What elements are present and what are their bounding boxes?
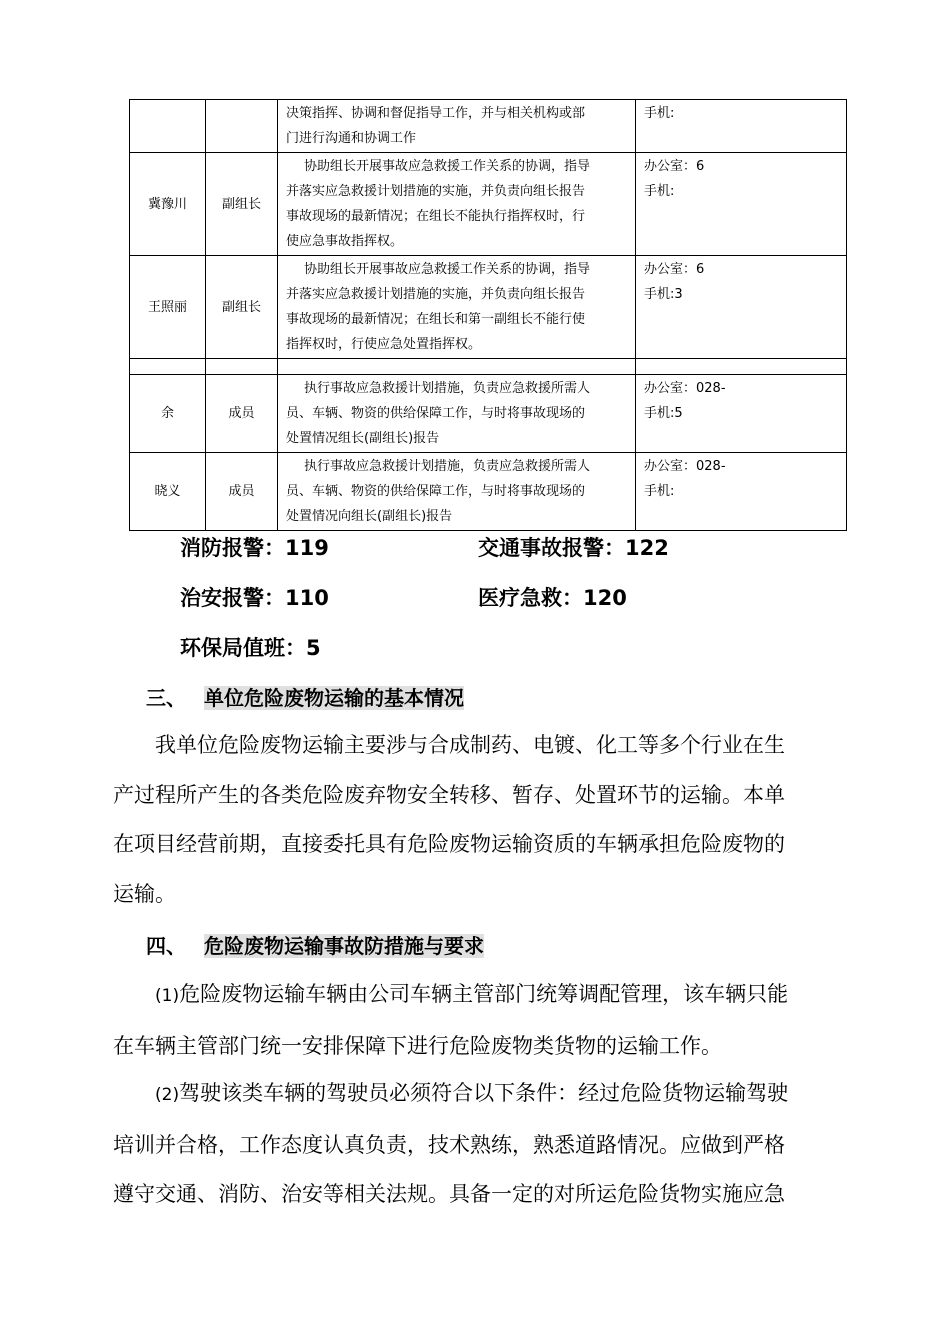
contact-line: 办公室：6	[644, 262, 705, 277]
table-row	[130, 256, 847, 359]
fire-hotline: 消防报警：119	[180, 536, 329, 560]
member-name: 冀豫川	[130, 153, 206, 256]
item-marker: (1)	[155, 986, 180, 1006]
police-hotline: 治安报警：110	[180, 586, 329, 610]
member-role: 副组长	[206, 153, 278, 256]
contact-line: 办公室：028-	[644, 381, 726, 396]
duty-line: 员、车辆、物资的供给保障工作，与时将事故现场的	[286, 484, 586, 499]
member-duty	[278, 453, 636, 531]
member-contact	[636, 153, 847, 256]
duty-line: 并落实应急救援计划措施的实施，并负责向组长报告	[286, 287, 586, 302]
member-role: 成员	[206, 453, 278, 531]
emergency-team-table	[129, 99, 847, 531]
duty-line: 决策指挥、协调和督促指导工作，并与相关机构或部	[286, 106, 586, 121]
contact-line: 手机:3	[644, 287, 683, 302]
section-title: 危险废物运输事故防措施与要求	[204, 934, 484, 958]
table-row-empty	[130, 359, 847, 375]
member-name: 晓义	[130, 453, 206, 531]
member-contact	[636, 256, 847, 359]
duty-line: 事故现场的最新情况；在组长不能执行指挥权时，行	[286, 209, 586, 224]
member-contact	[636, 375, 847, 453]
paragraph-line: 我单位危险废物运输主要涉与合成制药、电镀、化工等多个行业在生	[155, 733, 785, 757]
duty-line: 并落实应急救援计划措施的实施，并负责向组长报告	[286, 184, 586, 199]
member-name: 余	[130, 375, 206, 453]
list-item	[113, 970, 838, 1071]
contact-line: 办公室：028-	[644, 459, 726, 474]
medical-hotline: 医疗急救：120	[478, 586, 627, 610]
member-name: 王照丽	[130, 256, 206, 359]
duty-line: 执行事故应急救援计划措施，负责应急救援所需人	[304, 381, 591, 396]
paragraph-line: 产过程所产生的各类危险废弃物安全转移、暂存、处置环节的运输。本单	[113, 782, 785, 807]
section-heading	[146, 682, 464, 711]
paragraph-line: 遵守交通、消防、治安等相关法规。具备一定的对所运危险货物实施应急	[113, 1182, 785, 1207]
duty-line: 事故现场的最新情况；在组长和第一副组长不能行使	[286, 312, 586, 327]
contact-line: 手机:	[644, 106, 675, 121]
section-number: 三、	[146, 686, 186, 710]
duty-line: 处置情况组长(副组长)报告	[286, 431, 440, 446]
duty-line: 处置情况向组长(副组长)报告	[286, 509, 453, 524]
section-number: 四、	[146, 934, 186, 958]
member-duty	[278, 375, 636, 453]
duty-line: 协助组长开展事故应急救援工作关系的协调，指导	[304, 159, 591, 174]
table-row	[130, 453, 847, 531]
table-row	[130, 375, 847, 453]
contact-line: 手机:	[644, 184, 675, 199]
member-duty	[278, 100, 636, 153]
contact-line: 手机:5	[644, 406, 683, 421]
paragraph-line: 危险废物运输车辆由公司车辆主管部门统筹调配管理，该车辆只能	[179, 982, 789, 1006]
paragraph-line: 在车辆主管部门统一安排保障下进行危险废物类货物的运输工作。	[113, 1033, 722, 1058]
list-item	[113, 1069, 838, 1220]
member-contact	[636, 100, 847, 153]
duty-line: 员、车辆、物资的供给保障工作，与时将事故现场的	[286, 406, 586, 421]
duty-line: 指挥权时，行使应急处置指挥权。	[286, 337, 482, 352]
paragraph-line: 驾驶该类车辆的驾驶员必须符合以下条件：经过危险货物运输驾驶	[179, 1081, 789, 1105]
traffic-hotline: 交通事故报警：122	[478, 536, 669, 560]
member-role: 成员	[206, 375, 278, 453]
duty-line: 使应急事故指挥权。	[286, 234, 404, 249]
member-duty	[278, 256, 636, 359]
paragraph-line: 运输。	[113, 882, 176, 907]
section-title: 单位危险废物运输的基本情况	[204, 686, 464, 710]
paragraph-line: 培训并合格，工作态度认真负责，技术熟练，熟悉道路情况。应做到严格	[113, 1132, 785, 1157]
member-contact	[636, 453, 847, 531]
duty-line: 执行事故应急救援计划措施，负责应急救援所需人	[304, 459, 591, 474]
table-row	[130, 153, 847, 256]
contact-line: 办公室：6	[644, 159, 705, 174]
section-paragraph	[113, 721, 838, 920]
item-marker: (2)	[155, 1085, 180, 1105]
member-role: 副组长	[206, 256, 278, 359]
paragraph-line: 在项目经营前期，直接委托具有危险废物运输资质的车辆承担危险废物的	[113, 832, 785, 857]
member-duty	[278, 153, 636, 256]
env-hotline: 环保局值班：5	[180, 636, 321, 660]
contact-line: 手机:	[644, 484, 675, 499]
member-role	[206, 100, 278, 153]
table-row	[130, 100, 847, 153]
duty-line: 协助组长开展事故应急救援工作关系的协调，指导	[304, 262, 591, 277]
section-heading	[146, 930, 484, 959]
duty-line: 门进行沟通和协调工作	[286, 131, 417, 146]
member-name	[130, 100, 206, 153]
